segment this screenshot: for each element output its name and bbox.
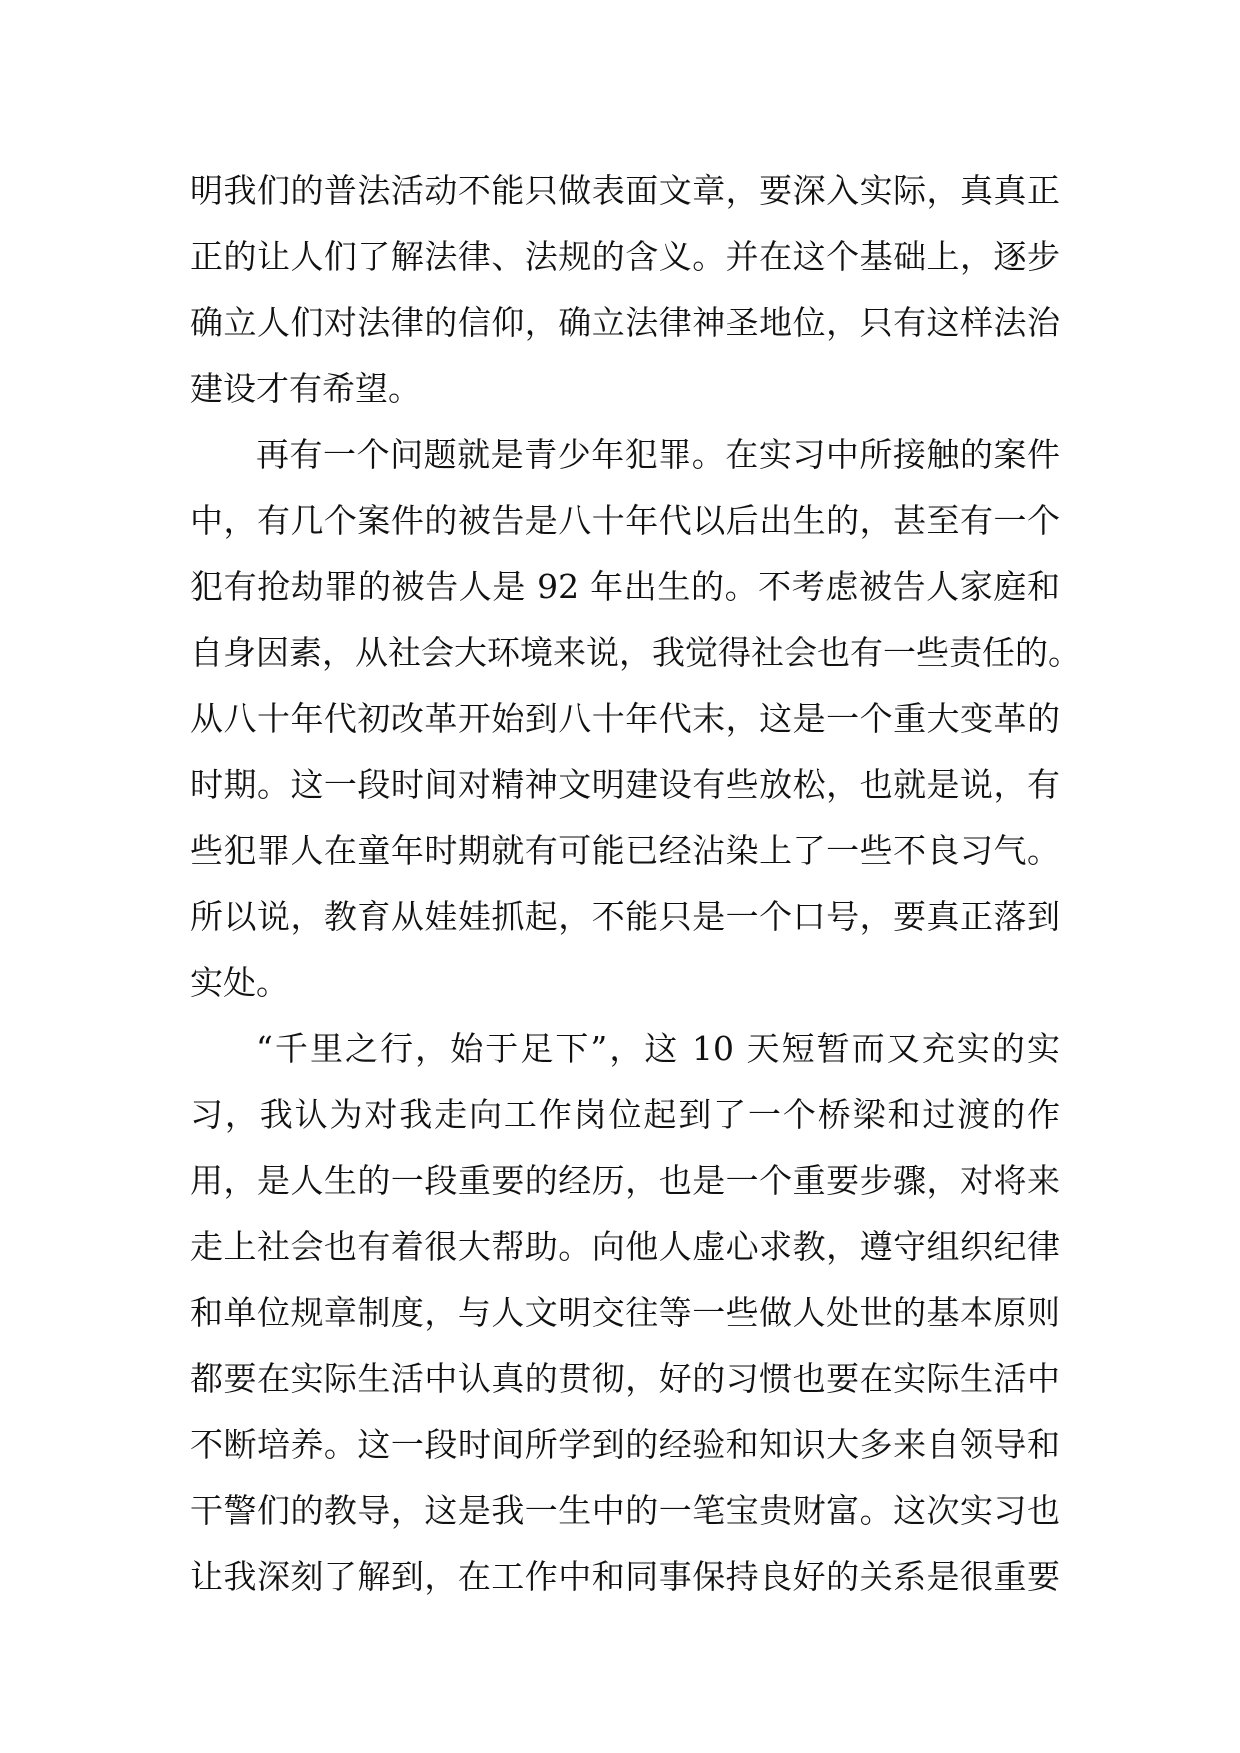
text-line: 都要在实际生活中认真的贯彻，好的习惯也要在实际生活中 [190,1359,1060,1398]
paragraph [190,422,1081,1016]
text-line: 从八十年代初改革开始到八十年代末，这是一个重大变革的 [190,699,1060,738]
text-line: 和单位规章制度，与人文明交往等一些做人处世的基本原则 [190,1293,1060,1332]
text-line: “千里之行，始于足下”，这 10 天短暂而又充实的实 [256,1029,1060,1068]
paragraph [190,158,1060,422]
text-line: 确立人们对法律的信仰，确立法律神圣地位，只有这样法治 [190,303,1060,342]
document-body [190,158,1081,1610]
text-line: 犯有抢劫罪的被告人是 92 年出生的。不考虑被告人家庭和 [190,567,1060,606]
text-line: 让我深刻了解到，在工作中和同事保持良好的关系是很重要 [190,1557,1060,1596]
text-line: 中，有几个案件的被告是八十年代以后出生的，甚至有一个 [190,501,1060,540]
text-line: 正的让人们了解法律、法规的含义。并在这个基础上，逐步 [190,237,1060,276]
paragraph [190,1016,1060,1610]
text-line: 时期。这一段时间对精神文明建设有些放松，也就是说，有 [190,765,1060,804]
text-line: 走上社会也有着很大帮助。向他人虚心求教，遵守组织纪律 [190,1227,1060,1266]
text-line: 不断培养。这一段时间所学到的经验和知识大多来自领导和 [190,1425,1060,1464]
text-line: 干警们的教导，这是我一生中的一笔宝贵财富。这次实习也 [190,1491,1060,1530]
text-line: 自身因素，从社会大环境来说，我觉得社会也有一些责任的。 [190,633,1081,672]
text-line: 习，我认为对我走向工作岗位起到了一个桥梁和过渡的作 [190,1095,1060,1134]
text-line: 实处。 [190,963,289,1002]
text-line: 再有一个问题就是青少年犯罪。在实习中所接触的案件 [256,435,1060,474]
text-line: 所以说，教育从娃娃抓起，不能只是一个口号，要真正落到 [190,897,1060,936]
text-line: 明我们的普法活动不能只做表面文章，要深入实际，真真正 [190,171,1060,210]
text-line: 用，是人生的一段重要的经历，也是一个重要步骤，对将来 [190,1161,1060,1200]
text-line: 些犯罪人在童年时期就有可能已经沾染上了一些不良习气。 [190,831,1060,870]
text-line: 建设才有希望。 [190,369,421,408]
